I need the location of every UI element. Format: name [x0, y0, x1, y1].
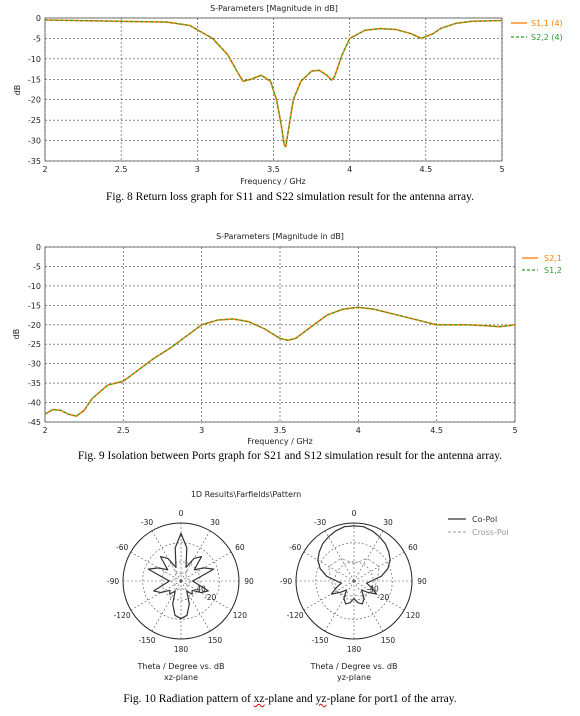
c2-xtick-5: 4.5: [430, 426, 444, 435]
fig9-caption: Fig. 9 Isolation between Ports graph for S21 and S12 simulation result for the antenna array.: [77, 450, 503, 462]
xz-angle-label-9: -90: [106, 577, 120, 586]
polar-plot-xz: [107, 509, 254, 654]
xz-angle-label-2: 60: [235, 543, 245, 552]
yz-angle-label-10: -60: [288, 543, 302, 552]
c1-ytick-3: -15: [27, 75, 41, 85]
yz-angle-label-8: -120: [286, 611, 304, 620]
c1-xtick-0: 2: [42, 165, 48, 174]
chart1-ylabel: dB: [13, 84, 22, 96]
yz-angle-label-0: 0: [351, 509, 357, 518]
yz-angle-label-11: -30: [313, 518, 327, 528]
xz-angle-label-8: -120: [113, 611, 131, 620]
fig8-caption: Fig. 8 Return loss graph for S11 and S22 simulation result for the antenna array.: [105, 191, 475, 203]
chart1-legend-s22: S2,2 (4): [531, 33, 563, 42]
c1-xtick-3: 3.5: [267, 165, 280, 174]
xz-radial-label-0: -20: [204, 593, 217, 603]
c2-ytick-6: -30: [27, 359, 41, 369]
xz-angle-label-10: -60: [115, 543, 129, 552]
isolation-chart: [0, 228, 580, 446]
radiation-pattern-chart: [0, 486, 580, 691]
c1-ytick-1: -5: [33, 34, 41, 44]
c1-ytick-0: 0: [35, 14, 41, 23]
xz-angle-label-6: 180: [173, 645, 189, 654]
xz-angle-label-11: -30: [140, 518, 154, 528]
c2-xtick-4: 4: [355, 426, 361, 435]
chart2-title: S-Parameters [Magnitude in dB]: [216, 232, 344, 241]
xz-angle-label-0: 0: [178, 509, 184, 518]
fig10-caption: [0, 693, 580, 705]
yz-angle-label-4: 120: [405, 611, 421, 620]
xz-angle-label-4: 120: [232, 611, 248, 620]
xz-angle-label-3: 90: [244, 577, 254, 586]
chart2-legend: [522, 254, 562, 275]
chart2-ylabel: dB: [12, 328, 21, 340]
chart1-xlabel: Frequency / GHz: [240, 177, 306, 185]
c2-ytick-0: 0: [35, 243, 41, 252]
chart3-legend-crosspol: Cross-Pol: [472, 528, 509, 537]
c2-ytick-5: -25: [27, 340, 41, 350]
chart2-legend-s12: S1,2: [544, 266, 562, 275]
c2-ytick-3: -15: [27, 301, 41, 311]
polar-plot-yz: [280, 509, 427, 654]
c2-ytick-8: -40: [27, 398, 41, 408]
chart1-legend: [511, 19, 563, 42]
fig10-caption-xz: xz: [253, 693, 265, 705]
fig10-caption-part2: -plane and: [264, 693, 316, 705]
c2-ytick-7: -35: [27, 379, 41, 389]
c2-xtick-3: 3.5: [273, 426, 287, 435]
xz-angle-label-1: 30: [210, 518, 220, 528]
c1-xtick-5: 4.5: [419, 165, 433, 174]
c2-ytick-9: -45: [27, 418, 41, 427]
c1-ytick-4: -20: [27, 95, 41, 105]
c1-xtick-6: 5: [499, 165, 505, 174]
c2-ytick-1: -5: [33, 262, 41, 272]
chart1-title: S-Parameters [Magnitude in dB]: [210, 4, 338, 13]
c2-xtick-6: 5: [512, 426, 518, 435]
fig10-caption-part1: Fig. 10 Radiation pattern of: [123, 693, 254, 705]
c2-xtick-1: 2.5: [116, 426, 130, 435]
c1-ytick-5: -25: [27, 116, 41, 126]
yz-spoke-8: [304, 581, 354, 610]
chart1-legend-s11: S1,1 (4): [531, 19, 563, 28]
yz-angle-label-1: 30: [383, 518, 393, 528]
xz-plane-label: xz-plane: [163, 673, 199, 682]
yz-angle-label-2: 60: [408, 543, 418, 552]
c1-ytick-2: -10: [27, 54, 41, 64]
c1-xtick-4: 4: [347, 165, 353, 174]
c1-ytick-6: -30: [27, 136, 41, 146]
c1-xtick-1: 2.5: [114, 165, 128, 174]
chart3-legend: [448, 515, 508, 537]
yz-plane-label: yz-plane: [336, 673, 372, 682]
xz-angle-label-7: -150: [138, 635, 156, 645]
yz-angle-label-3: 90: [417, 577, 427, 586]
yz-spoke-11: [325, 531, 354, 581]
c2-xtick-0: 2: [42, 426, 48, 435]
xz-radial-label-1: -40: [193, 584, 206, 594]
xz-axis-label: Theta / Degree vs. dB: [137, 662, 225, 671]
xz-spoke-2: [181, 552, 231, 581]
c2-ytick-4: -20: [27, 320, 41, 330]
chart2-legend-s21: S2,1: [544, 254, 562, 263]
yz-angle-label-9: -90: [279, 577, 293, 586]
yz-radial-label-1: -40: [366, 584, 379, 594]
chart3-title: 1D Results\Farfields\Pattern: [190, 490, 302, 499]
yz-angle-label-5: 150: [380, 635, 396, 645]
xz-angle-label-5: 150: [207, 635, 223, 645]
fig10-caption-part3: -plane for port1 of the array.: [326, 693, 457, 705]
c2-ytick-2: -10: [27, 281, 41, 291]
c2-xtick-2: 3: [199, 426, 205, 435]
yz-radial-label-0: -20: [377, 593, 390, 603]
chart3-legend-copol: Co-Pol: [472, 515, 498, 524]
chart2-xlabel: Frequency / GHz: [247, 437, 313, 446]
yz-spoke-7: [325, 581, 354, 631]
c1-xtick-2: 3: [194, 165, 200, 174]
yz-angle-label-6: 180: [346, 645, 362, 654]
c1-ytick-7: -35: [27, 157, 41, 166]
yz-axis-label: Theta / Degree vs. dB: [310, 662, 398, 671]
return-loss-chart: [0, 0, 580, 185]
yz-spoke-1: [354, 531, 383, 581]
xz-spoke-10: [131, 552, 181, 581]
yz-angle-label-7: -150: [311, 635, 329, 645]
fig10-caption-yz: yz: [315, 693, 327, 705]
